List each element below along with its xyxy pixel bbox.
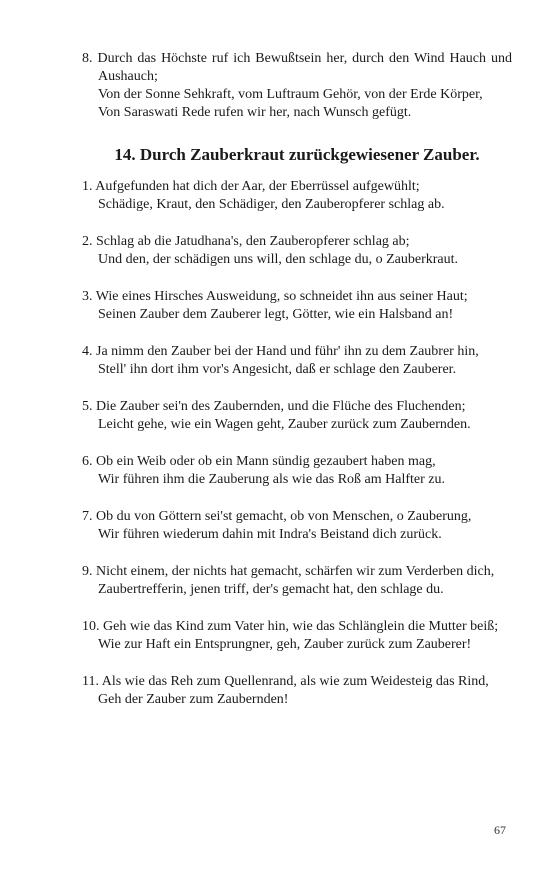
verse: [82, 398, 512, 434]
verse-line: Schädige, Kraut, den Schädiger, den Zauberopferer schlag ab.: [98, 197, 445, 212]
verse: [82, 673, 512, 709]
verse: [82, 343, 512, 379]
verse: [82, 233, 512, 269]
verse-line: 1. Aufgefunden hat dich der Aar, der Eberrüssel aufgewühlt;: [82, 179, 420, 194]
verse-line: 9. Nicht einem, der nichts hat gemacht, schärfen wir zum Verderben dich,: [82, 564, 495, 579]
verse-line: Von der Sonne Sehkraft, vom Luftraum Gehör, von der Erde Körper,: [98, 87, 483, 102]
verse-line: Und den, der schädigen uns will, den schlage du, o Zauberkraut.: [98, 252, 459, 267]
verse-line: 4. Ja nimm den Zauber bei der Hand und führ' ihn zu dem Zaubrer hin,: [82, 344, 479, 359]
verse-line: 2. Schlag ab die Jatudhana's, den Zauberopferer schlag ab;: [82, 234, 410, 249]
verse-line: Wie zur Haft ein Entsprungner, geh, Zauber zurück zum Zauberer!: [98, 637, 472, 652]
verse-line: 6. Ob ein Weib oder ob ein Mann sündig gezaubert haben mag,: [82, 454, 436, 469]
page-content: [82, 50, 512, 728]
page-number: 67: [494, 823, 506, 837]
verse-line: Von Saraswati Rede rufen wir her, nach Wunsch gefügt.: [98, 105, 412, 120]
verse: [82, 508, 512, 544]
verse-line: Zaubertrefferin, jenen triff, der's gemacht hat, den schlage du.: [98, 582, 444, 597]
verse: [82, 178, 512, 214]
verse-line: 10. Geh wie das Kind zum Vater hin, wie das Schlänglein die Mutter beiß;: [82, 619, 499, 634]
verse-line: Wir führen wiederum dahin mit Indra's Beistand dich zurück.: [98, 527, 442, 542]
verse-line: Leicht gehe, wie ein Wagen geht, Zauber zurück zum Zaubernden.: [98, 417, 471, 432]
verse-line: 8. Durch das Höchste ruf ich Bewußtsein her, durch den Wind Hauch und Aushauch;: [82, 51, 512, 84]
verse: [82, 618, 512, 654]
verse: [82, 453, 512, 489]
section-title: 14. Durch Zauberkraut zurückgewiesener Zauber.: [114, 145, 480, 164]
verse-line: Wir führen ihm die Zauberung als wie das Roß am Halfter zu.: [98, 472, 445, 487]
verse-line: 11. Als wie das Reh zum Quellenrand, als wie zum Weidesteig das Rind,: [82, 674, 489, 689]
verse-8-previous: [82, 50, 512, 122]
verse-line: Seinen Zauber dem Zauberer legt, Götter, wie ein Halsband an!: [98, 307, 454, 322]
verse-line: 7. Ob du von Göttern sei'st gemacht, ob von Menschen, o Zauberung,: [82, 509, 472, 524]
verse: [82, 288, 512, 324]
verse-line: Stell' ihn dort ihm vor's Angesicht, daß er schlage den Zauberer.: [98, 362, 457, 377]
verse-list: [82, 178, 512, 709]
verse: [82, 563, 512, 599]
verse-line: 3. Wie eines Hirsches Ausweidung, so schneidet ihn aus seiner Haut;: [82, 289, 468, 304]
verse-line: Geh der Zauber zum Zaubernden!: [98, 692, 289, 707]
verse-line: 5. Die Zauber sei'n des Zaubernden, und die Flüche des Fluchenden;: [82, 399, 466, 414]
